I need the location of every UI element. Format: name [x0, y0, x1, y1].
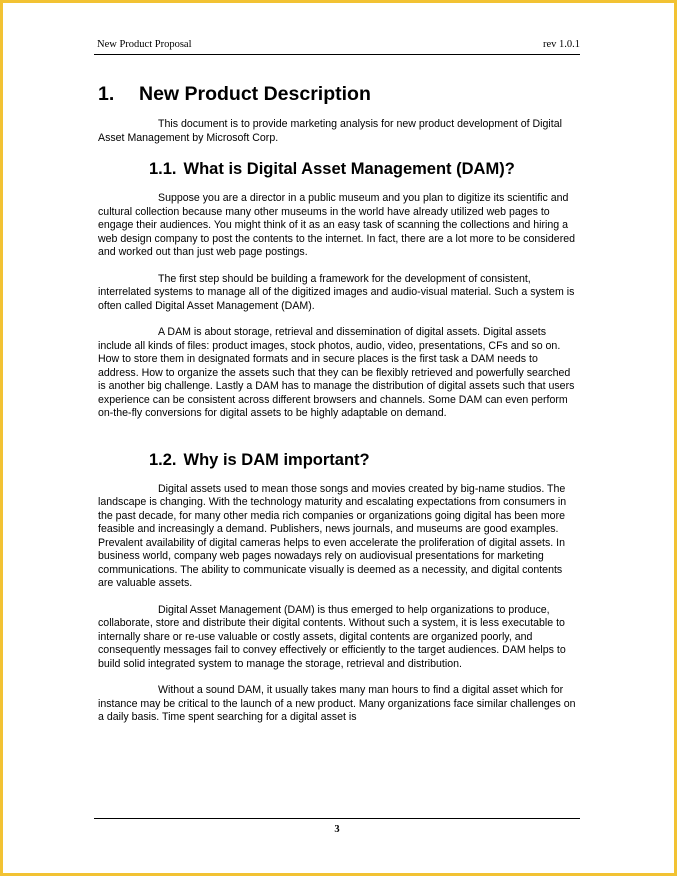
paragraph: The first step should be building a framework for the development of consistent, interrelated systems to manage all of the digitized images and audio-visual material. Such a system is often called Digital Asset Management (DAM). [98, 272, 575, 312]
paragraph: Without a sound DAM, it usually takes many man hours to find a digital asset which for instance may be critical to the launch of a new product. Many organizations face similar challenges on a daily basis. Time spent searching for a digital asset is [98, 684, 576, 723]
section-title: New Product Description [139, 83, 371, 105]
paragraph: Suppose you are a director in a public museum and you plan to digitize its scientific and cultural collection because many other museums in the world have already utilized web pages to engage their audiences. You might think of it as an easy task of scanning the collections and hiring a web design company to post the contents to the internet. In fact, there are a lot more to be considered and worked out than just web page postings. [98, 192, 576, 258]
intro-paragraph: This document is to provide marketing analysis for new product development of Digital Asset Management by Microsoft Corp. [98, 118, 562, 144]
section-number: 1. [98, 83, 115, 105]
paragraph: Digital assets used to mean those songs and movies created by big-name studios. The landscape is changing. With the technology maturity and escalating expectations from consumers in the past decade, for many other media rich companies or organizations going digital has been more feasible and increasingly a demand. Publishers, news journals, and museums are good examples. Prevalent availability of digital cameras helps to even accelerate the proliferation of digital assets. In business world, company web pages nowadays rely on audiovisual presentations for marketing communications. The ability to communicate visually is deemed as a necessity, and digital contents are valuable assets. [98, 482, 567, 589]
subsection-title: Why is DAM important? [183, 450, 370, 469]
subsection-number: 1.1. [149, 160, 177, 178]
subsection-title: What is Digital Asset Management (DAM)? [183, 160, 515, 178]
header-revision: rev 1.0.1 [542, 39, 580, 50]
section-heading-1-1 [149, 158, 579, 180]
page-number: 3 [334, 824, 340, 835]
paragraph: Digital Asset Management (DAM) is thus emerged to help organizations to produce, collaborate, store and distribute their digital contents. Without such a system, it is less executable to internally share or re-use valuable or costly assets, digital contents are organized poorly, and consequently messages fail to convey effectively or efficiently to the target audiences. DAM helps to build solid integrated system to manage the storage, retrieval and distribution. [98, 603, 566, 670]
section-heading-1 [98, 80, 579, 108]
document-body [98, 80, 579, 738]
header-title: New Product Proposal [97, 39, 192, 50]
page-header [94, 38, 580, 55]
section-heading-1-2 [149, 449, 579, 471]
paragraph: A DAM is about storage, retrieval and dissemination of digital assets. Digital assets include all kinds of files: product images, stock photos, audio, video, presentations, CFs and so on. How to store them in designated formats and in secure places is the first task a DAM needs to address. How to organize the assets such that they can be flexibly retrieved and powerfully searched is another big challenge. Lastly a DAM has to manage the distribution of digital assets such that users experience can be consistent across different browsers and channels. Some DAM can even perform on-the-fly conversions for digital assets to be highly adaptable on demand. [98, 326, 575, 419]
subsection-number: 1.2. [149, 450, 177, 469]
page-footer [94, 818, 580, 841]
